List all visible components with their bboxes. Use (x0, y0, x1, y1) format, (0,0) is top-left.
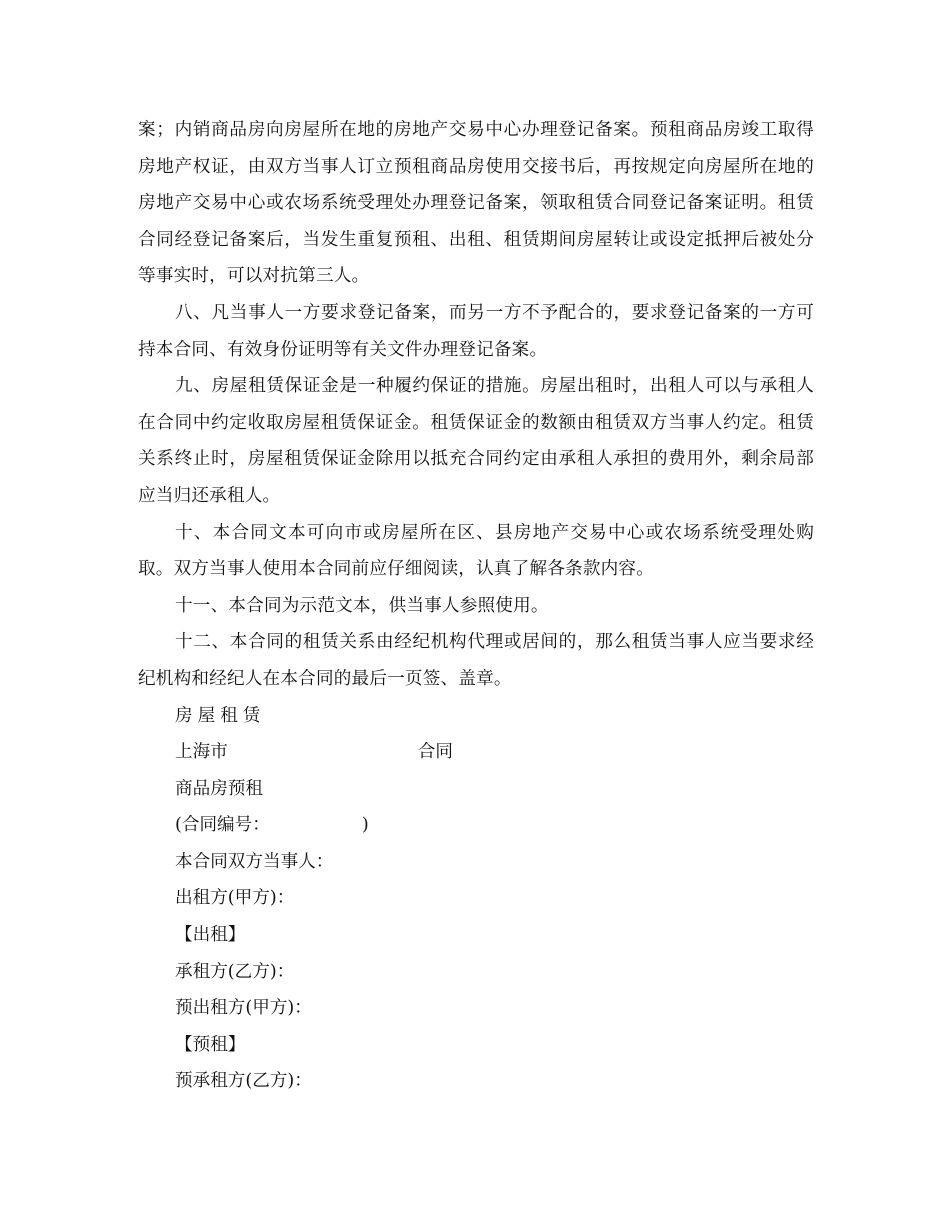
cover-contract-word: 合同 (417, 742, 453, 763)
paragraph-clause-8: 八、凡当事人一方要求登记备案，而另一方不予配合的，要求登记备案的一方可持本合同、有效身份证明等有关文件办理登记备案。 (138, 302, 814, 360)
pre-lessor-label: 预出租方(甲方)： (175, 998, 312, 1019)
paragraph-clause-9: 九、房屋租赁保证金是一种履约保证的措施。房屋出租时，出租人可以与承租人在合同中约定收取房屋租赁保证金。租赁保证金的数额由租赁双方当事人约定。租赁关系终止时，房屋租赁保证金除用以抵充合同约定由承租人承担的费用外，剩余局部应当归还承租人。 (138, 376, 814, 506)
section-rent: 【出租】 (175, 925, 246, 946)
contract-number-close: ) (361, 815, 369, 836)
paragraph-clause-11: 十一、本合同为示范文本，供当事人参照使用。 (175, 595, 549, 616)
section-prerent: 【预租】 (175, 1034, 246, 1055)
parties-heading: 本合同双方当事人： (175, 851, 334, 872)
contract-cover (138, 698, 814, 1101)
cover-city: 上海市 (175, 742, 228, 763)
contract-number-label: (合同编号： (175, 815, 270, 836)
contract-number-line (138, 807, 814, 844)
pre-lessee-label: 预承租方(乙方)： (175, 1071, 312, 1092)
document-page (138, 112, 814, 1100)
lessor-label: 出租方(甲方)： (175, 888, 295, 909)
paragraph-continuation: 案；内销商品房向房屋所在地的房地产交易中心办理登记备案。预租商品房竣工取得房地产权证，由双方当事人订立预租商品房使用交接书后，再按规定向房屋所在地的房地产交易中心或农场系统受理处办理登记备案，领取租赁合同登记备案证明。租赁合同经登记备案后，当发生重复预租、出租、租赁期间房屋转让或设定抵押后被处分等事实时，可以对抗第三人。 (138, 120, 814, 287)
cover-title-housing-lease: 房屋租赁 (175, 705, 266, 726)
cover-title-presale: 商品房预租 (175, 778, 263, 799)
lessee-label: 承租方(乙方)： (175, 961, 295, 982)
paragraph-clause-10: 十、本合同文本可向市或房屋所在区、县房地产交易中心或农场系统受理处购取。双方当事人使用本合同前应仔细阅读，认真了解各条款内容。 (138, 522, 814, 580)
cover-city-line (138, 734, 814, 771)
paragraph-clause-12: 十二、本合同的租赁关系由经纪机构代理或居间的，那么租赁当事人应当要求经纪机构和经纪人在本合同的最后一页签、盖章。 (138, 632, 814, 689)
